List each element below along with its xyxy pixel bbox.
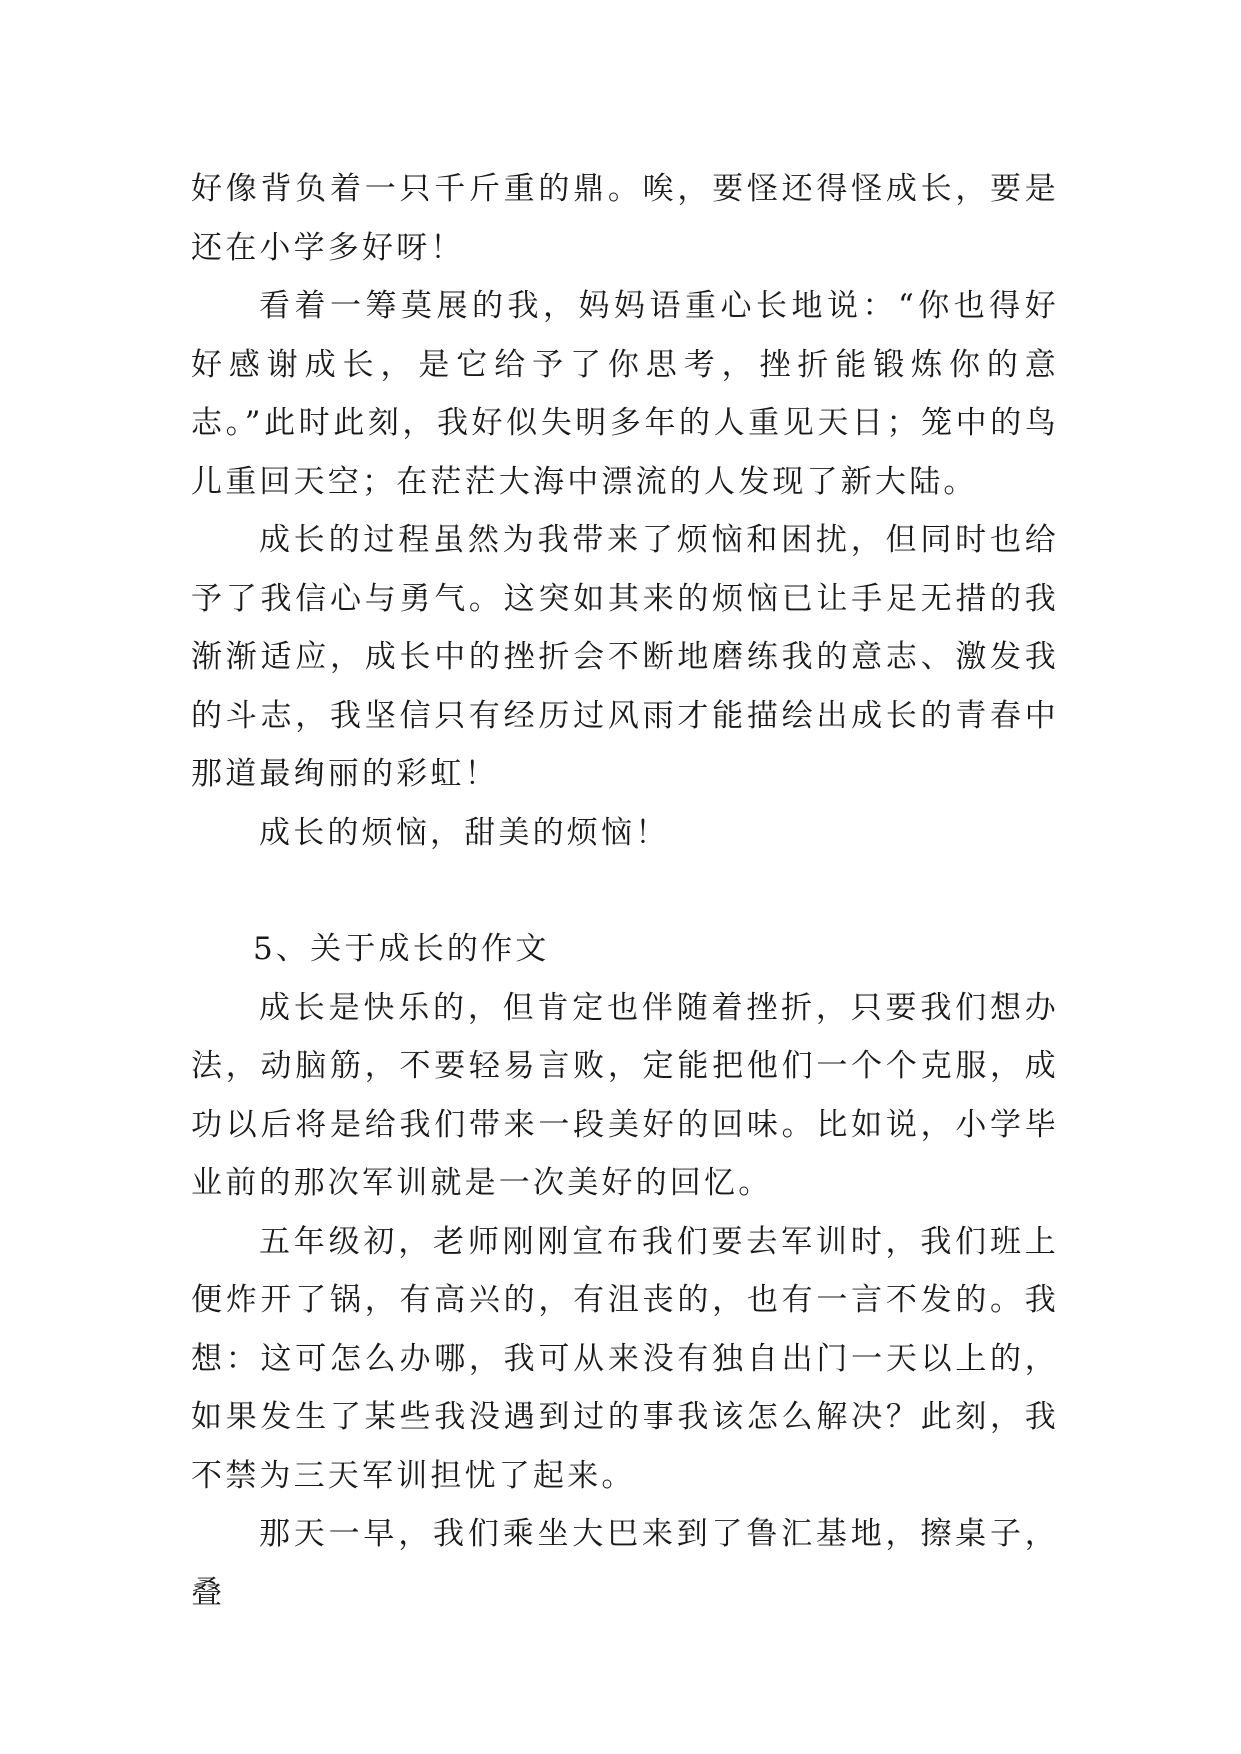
paragraph-growth-intro: 成长是快乐的，但肯定也伴随着挫折，只要我们想办法，动脑筋，不要轻易言败，定能把他们一个个克服，成功以后将是给我们带来一段美好的回味。比如说，小学毕业前的那次军训就是一次美好的回忆。 <box>191 989 1059 1201</box>
paragraph-military-training-announcement: 五年级初，老师刚刚宣布我们要去军训时，我们班上便炸开了锅，有高兴的，有沮丧的，也有一言不发的。我想：这可怎么办哪，我可从来没有独自出门一天以上的，如果发生了某些我没遇到过的事我该怎么解决？此刻，我不禁为三天军训担忧了起来。 <box>191 1223 1059 1494</box>
paragraph-mother-advice: 看着一筹莫展的我，妈妈语重心长地说：“你也得好好感谢成长，是它给予了你思考，挫折能锻炼你的意志。”此时此刻，我好似失明多年的人重见天日；笼中的鸟儿重回天空；在茫茫大海中漂流的人发现了新大陆。 <box>191 288 1059 500</box>
paragraph-growth-reflection: 成长的过程虽然为我带来了烦恼和困扰，但同时也给予了我信心与勇气。这突如其来的烦恼已让手足无措的我渐渐适应，成长中的挫折会不断地磨练我的意志、激发我的斗志，我坚信只有经历过风雨才能描绘出成长的青春中那道最绚丽的彩虹！ <box>191 522 1059 792</box>
section-heading: 5、关于成长的作文 <box>253 931 550 967</box>
document-body <box>191 160 1059 1622</box>
paragraph-continuation: 好像背负着一只千斤重的鼎。唉，要怪还得怪成长，要是还在小学多好呀！ <box>191 171 1059 266</box>
paragraph-closing-line: 成长的烦恼，甜美的烦恼！ <box>259 814 670 851</box>
paragraph-training-day: 那天一早，我们乘坐大巴来到了鲁汇基地，擦桌子，叠 <box>191 1516 1059 1611</box>
